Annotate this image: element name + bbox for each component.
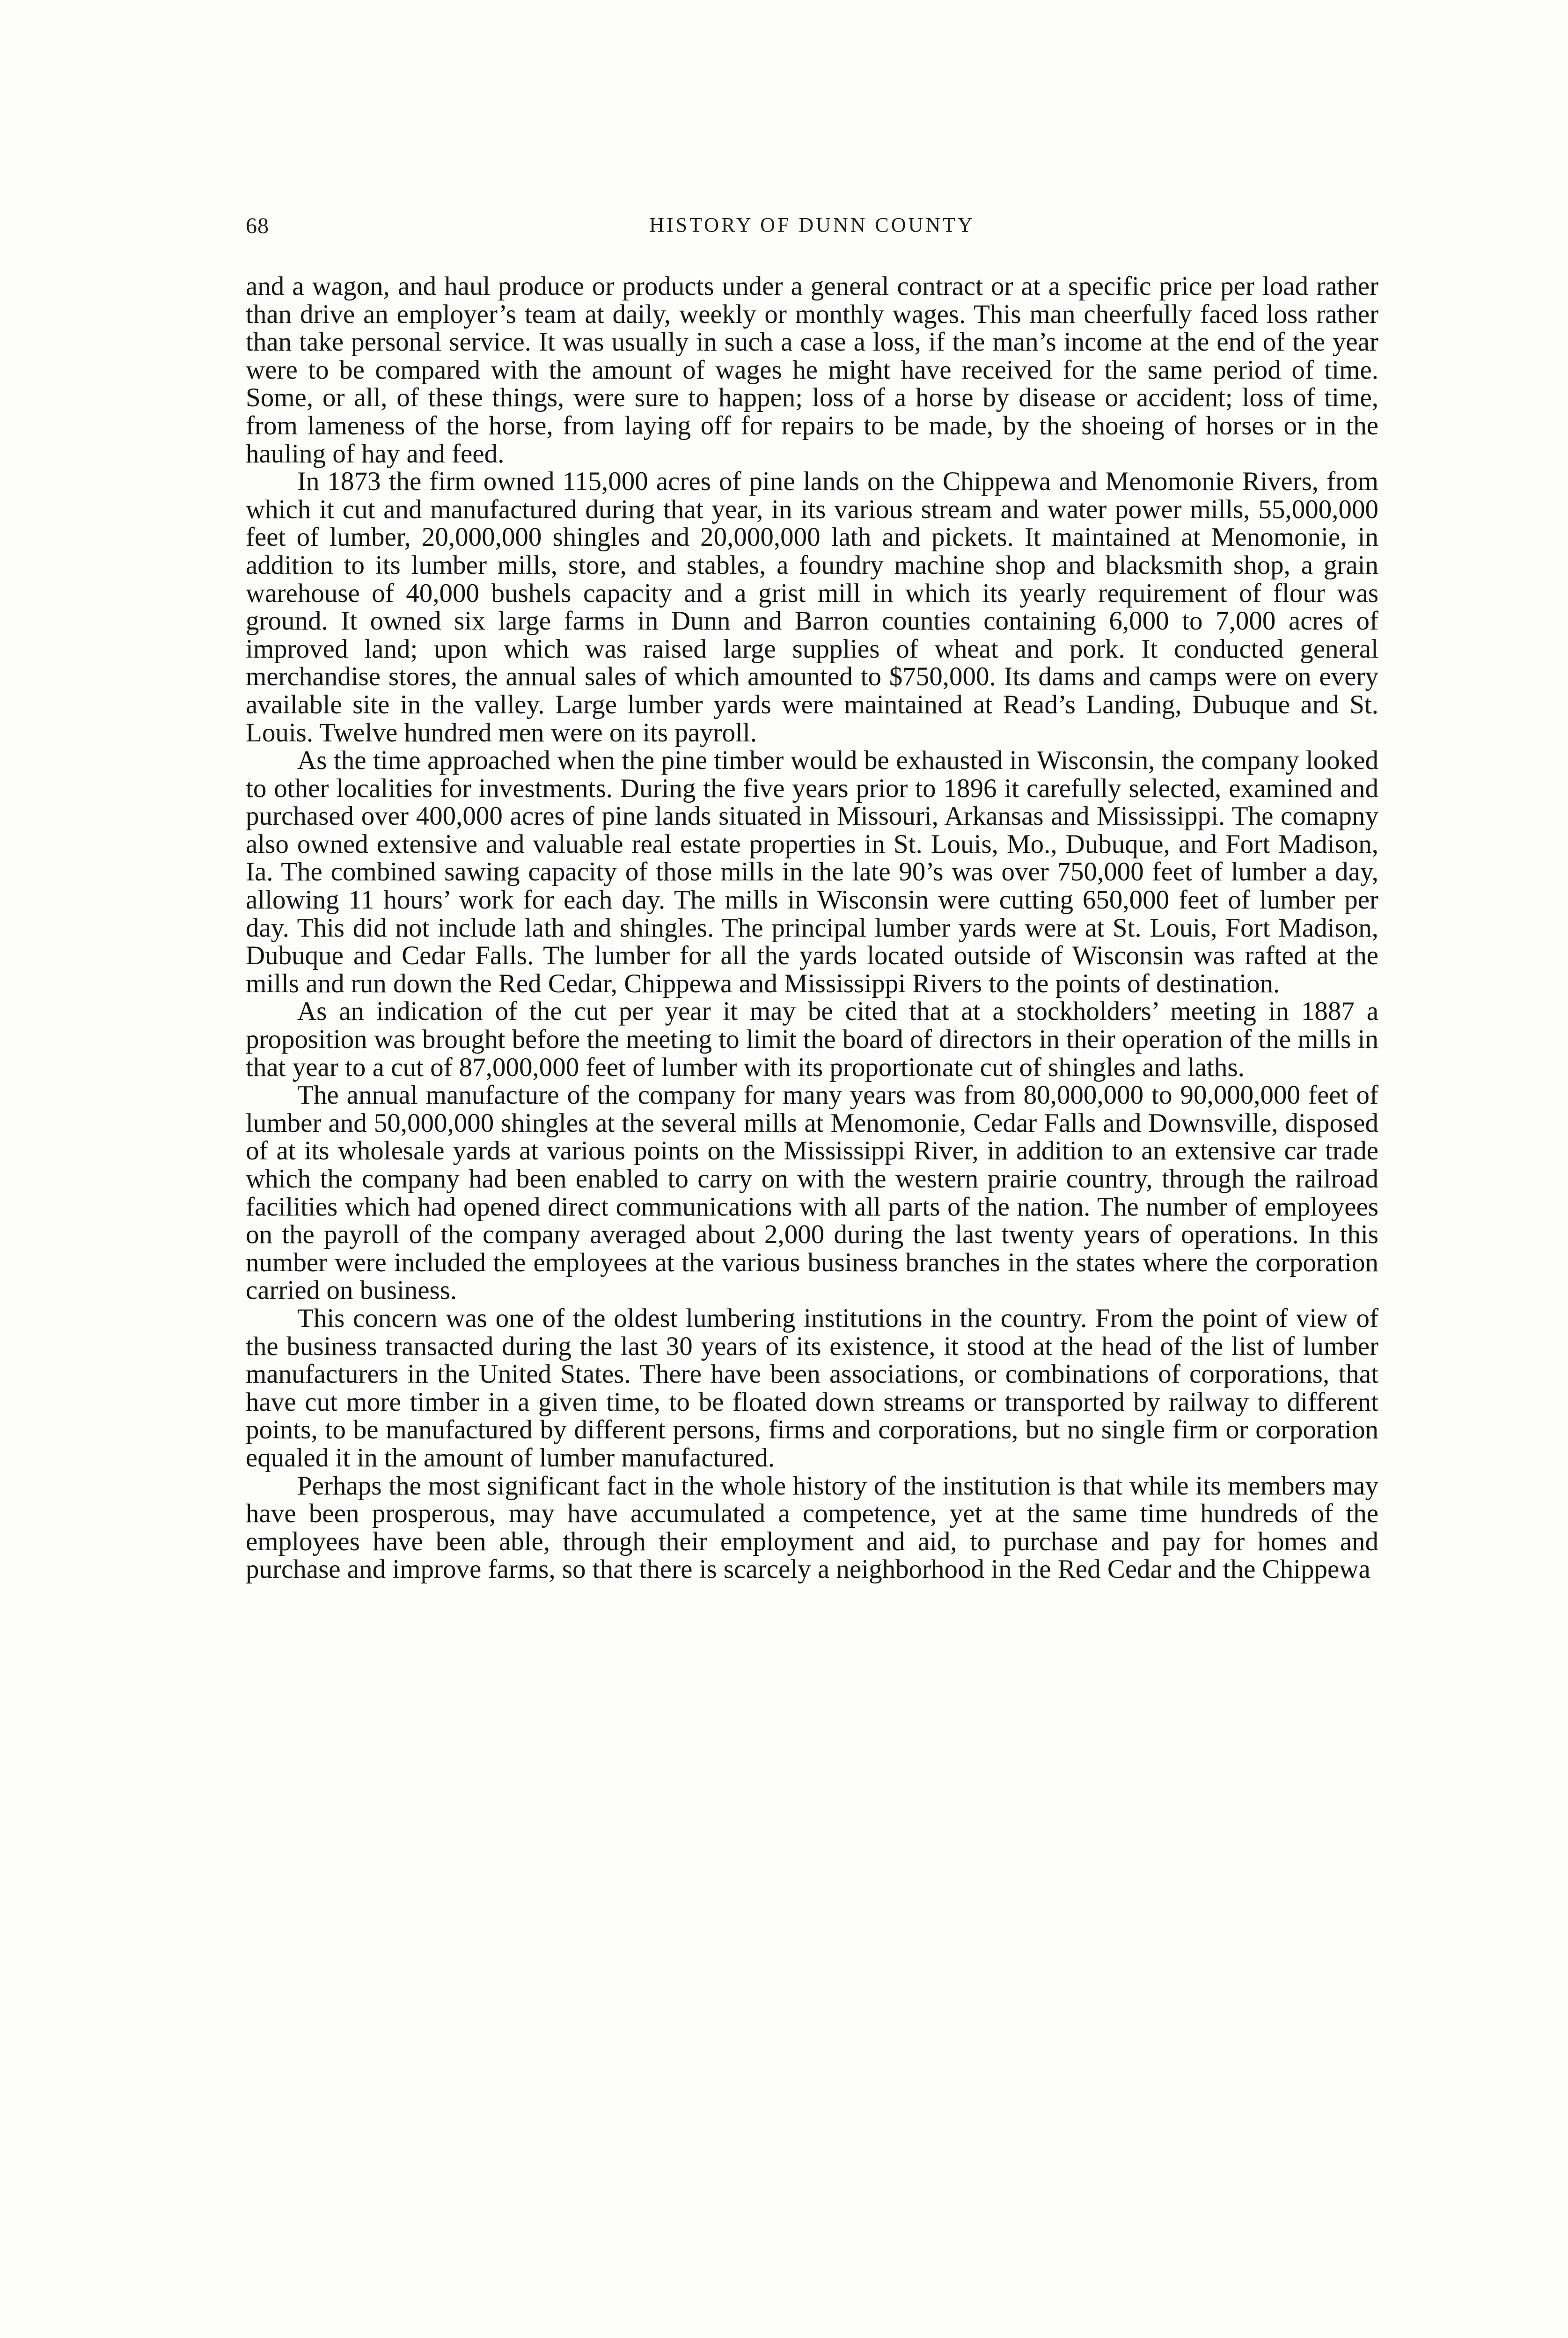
- paragraph: In 1873 the firm owned 115,000 acres of pine lands on the Chippewa and Menomonie Rivers, from which it cut and manufactured during that year, in its various stream and water power mills, 55,000,000 feet of lumber, 20,000,000 shingles and 20,000,000 lath and pickets. It maintained at Menomonie, in addition to its lumber mills, store, and stables, a foundry machine shop and blacksmith shop, a grain warehouse of 40,000 bushels capacity and a grist mill in which its yearly requirement of flour was ground. It owned six large farms in Dunn and Barron counties containing 6,000 to 7,000 acres of improved land; upon which was raised large supplies of wheat and pork. It conducted general merchandise stores, the annual sales of which amounted to $750,000. Its dams and camps were on every available site in the valley. Large lumber yards were maintained at Read’s Landing, Dubuque and St. Louis. Twelve hundred men were on its payroll.: [246, 467, 1378, 748]
- paragraph-continuation: and a wagon, and haul produce or products under a general contract or at a specific price per load rather than drive an employer’s team at daily, weekly or monthly wages. This man cheerfully faced loss rather than take personal service. It was usually in such a case a loss, if the man’s income at the end of the year were to be compared with the amount of wages he might have received for the same period of time. Some, or all, of these things, were sure to happen; loss of a horse by disease or accident; loss of time, from lameness of the horse, from laying off for repairs to be made, by the shoeing of horses or in the hauling of hay and feed.: [246, 271, 1378, 469]
- page-header: [246, 213, 1378, 250]
- paragraph: Perhaps the most significant fact in the whole history of the institution is that while its members may have been prosperous, may have accumulated a competence, yet at the same time hundreds of the employees have been able, through their employment and aid, to purchase and pay for homes and purchase and improve farms, so that there is scarcely a neighborhood in the Red Cedar and the Chippewa: [246, 1471, 1378, 1584]
- running-title: HISTORY OF DUNN COUNTY: [649, 213, 975, 236]
- paragraph: The annual manufacture of the company for many years was from 80,000,000 to 90,000,000 feet of lumber and 50,000,000 shingles at the several mills at Menomonie, Cedar Falls and Downsville, disposed of at its wholesale yards at various points on the Mississippi River, in addition to an extensive car trade which the company had been enabled to carry on with the western prairie country, through the railroad facilities which had opened direct communications with all parts of the nation. The number of employees on the payroll of the company averaged about 2,000 during the last twenty years of operations. In this number were included the employees at the various business branches in the states where the corporation carried on business.: [246, 1080, 1378, 1305]
- body-text: [246, 272, 1378, 1583]
- page-number: 68: [246, 213, 269, 238]
- paragraph: This concern was one of the oldest lumbering institutions in the country. From the point of view of the business transacted during the last 30 years of its existence, it stood at the head of the list of lumber manufacturers in the United States. There have been associations, or combinations of corporations, that have cut more timber in a given time, to be floated down streams or transported by railway to different points, to be manufactured by different persons, firms and corporations, but no single firm or corporation equaled it in the amount of lumber manufactured.: [246, 1303, 1378, 1473]
- paragraph: As an indication of the cut per year it may be cited that at a stockholders’ meeting in 1887 a proposition was brought before the meeting to limit the board of directors in their operation of the mills in that year to a cut of 87,000,000 feet of lumber with its proportionate cut of shingles and laths.: [246, 997, 1378, 1082]
- paragraph: As the time approached when the pine timber would be exhausted in Wisconsin, the company looked to other localities for investments. During the five years prior to 1896 it carefully selected, examined and purchased over 400,000 acres of pine lands situated in Missouri, Arkansas and Mississippi. The comapny also owned extensive and valuable real estate properties in St. Louis, Mo., Dubuque, and Fort Madison, Ia. The combined sawing capacity of those mills in the late 90’s was over 750,000 feet of lumber a day, allowing 11 hours’ work for each day. The mills in Wisconsin were cutting 650,000 feet of lumber per day. This did not include lath and shingles. The principal lumber yards were at St. Louis, Fort Madison, Dubuque and Cedar Falls. The lumber for all the yards located outside of Wisconsin was rafted at the mills and run down the Red Cedar, Chippewa and Mississippi Rivers to the points of destination.: [246, 746, 1378, 998]
